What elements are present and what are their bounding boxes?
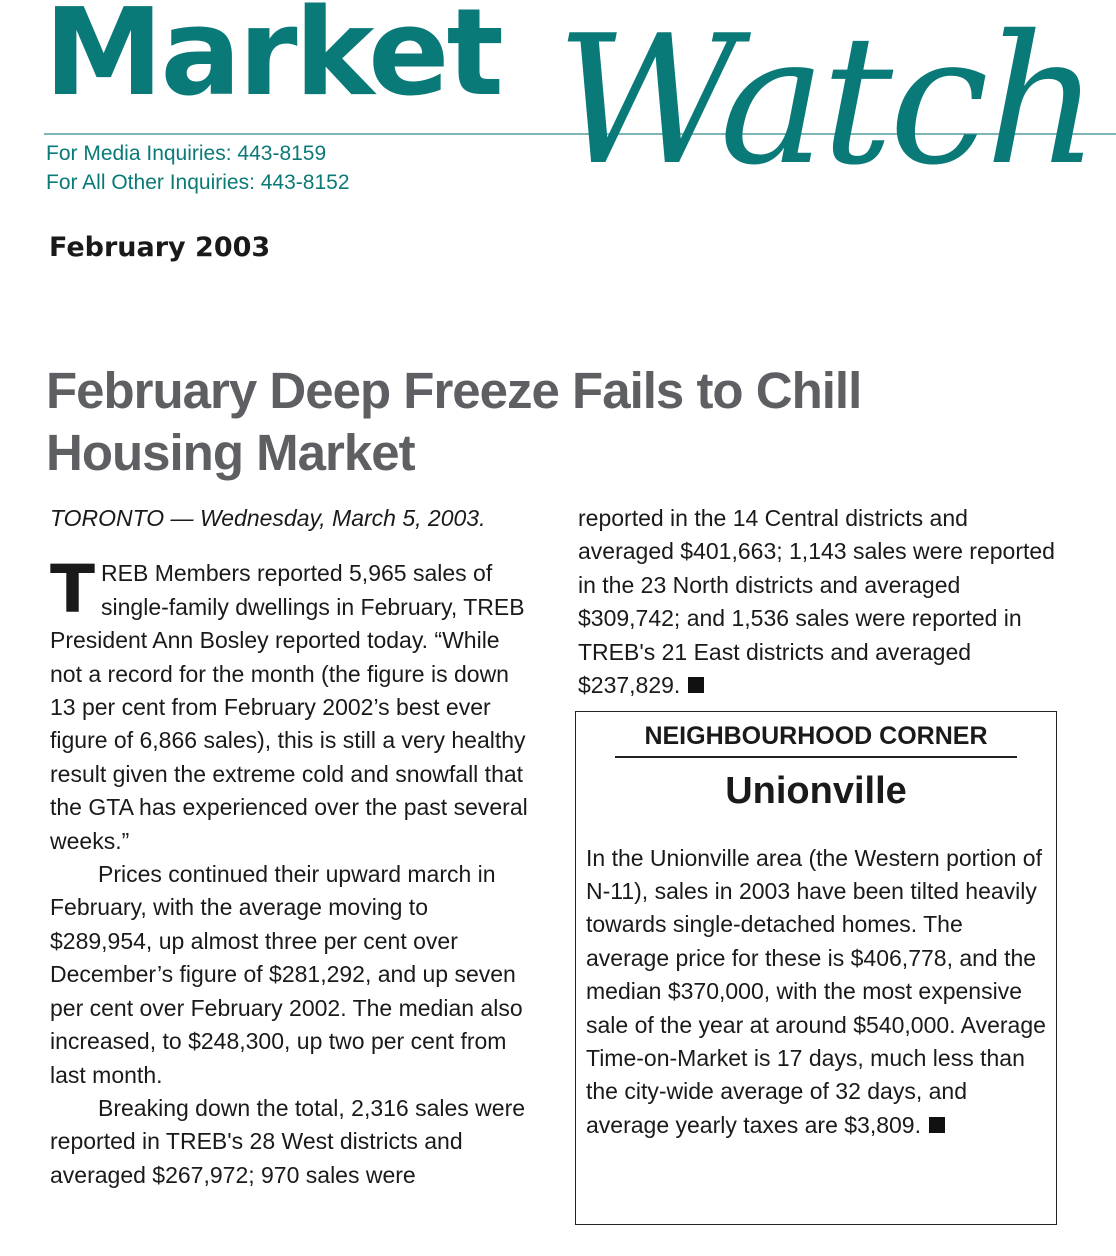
end-mark-icon: [688, 677, 704, 693]
article-dateline: TORONTO — Wednesday, March 5, 2003.: [50, 505, 486, 531]
masthead-title-market: Market: [44, 0, 501, 123]
drop-cap: T: [50, 551, 96, 629]
article-paragraph-1: [50, 551, 530, 858]
neighbourhood-corner-heading: NEIGHBOURHOOD CORNER: [644, 722, 988, 750]
other-inquiries: For All Other Inquiries: 443-8152: [46, 171, 350, 194]
issue-date: February 2003: [49, 232, 271, 263]
media-inquiries: For Media Inquiries: 443-8159: [46, 142, 327, 165]
article-paragraph-2: Prices continued their upward march in February, with the average moving to $289,954, up almost three per cent over December’s figure of $281,292, and up seven per cent over February 2002. The median also increased, to $248,300, up two per cent from last month.: [50, 861, 523, 1088]
neighbourhood-corner-body: [586, 842, 1046, 1143]
article-paragraph-1-text: REB Members reported 5,965 sales of single-family dwellings in February, TREB President Ann Bosley reported today. “While not a record for the month (the figure is down 13 per cent from February 2002’s best ever figure of 6,866 sales), this is still a very healthy result given the extreme cold and snowfall that the GTA has experienced over the past several weeks.”: [50, 560, 528, 854]
article-headline: February Deep Freeze Fails to Chill Housing Market: [46, 362, 862, 481]
masthead-title-watch: Watch: [556, 0, 1096, 204]
article-paragraph-3-continued-text: reported in the 14 Central districts and averaged $401,663; 1,143 sales were reported in the 23 North districts and averaged $309,742; and 1,536 sales were reported in TREB's 21 East districts and averaged $237,829.: [578, 505, 1055, 699]
article-paragraph-3-continued: [578, 502, 1058, 702]
article-paragraph-3: Breaking down the total, 2,316 sales were reported in TREB's 28 West districts and averaged $267,972; 970 sales were: [50, 1094, 526, 1188]
article-column-left: [50, 502, 530, 1192]
neighbourhood-corner-title: Unionville: [725, 769, 907, 812]
neighbourhood-corner-box: [575, 711, 1057, 1225]
neighbourhood-corner-body-text: In the Unionville area (the Western portion of N-11), sales in 2003 have been tilted heavily towards single-detached homes. The average price for these is $406,778, and the median $370,000, with the most expensive sale of the year at around $540,000. Average Time-on-Market is 17 days, much less than the city-wide average of 32 days, and average yearly taxes are $3,809.: [586, 844, 1046, 1138]
end-mark-icon: [929, 1117, 945, 1133]
neighbourhood-corner-rule: [615, 756, 1017, 758]
article-column-right: [578, 502, 1058, 702]
